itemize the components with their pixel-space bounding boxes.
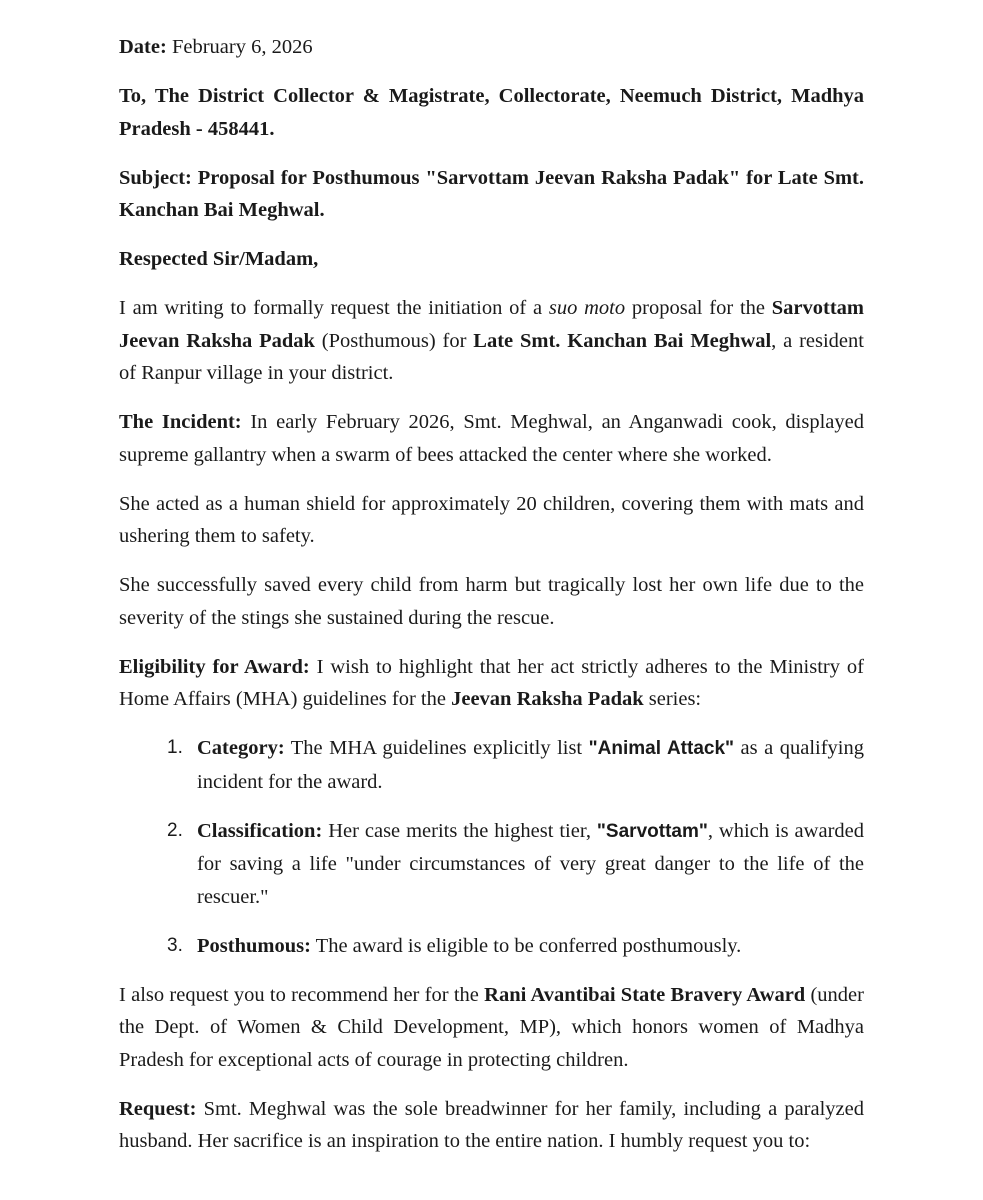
- state-award-text-1: I also request you to recommend her for the: [119, 983, 485, 1006]
- subject-line: [119, 162, 864, 227]
- list-item: [119, 732, 864, 798]
- list-item: [119, 930, 864, 963]
- list-item-label: Posthumous:: [197, 934, 311, 957]
- date-line: [119, 31, 864, 64]
- intro-italic: suo moto: [548, 297, 626, 319]
- list-item-quote: "Sarvottam": [596, 820, 708, 842]
- recipient-address: [119, 80, 864, 145]
- list-item-text: The award is eligible to be conferred posthumously.: [310, 934, 742, 957]
- shield-paragraph: She acted as a human shield for approximately 20 children, covering them with mats and ushering them to safety.: [119, 492, 864, 547]
- list-item-label: Category:: [197, 737, 285, 759]
- incident-text: In early February 2026, Smt. Meghwal, an Anganwadi cook, displayed supreme gallantry when a swarm of bees attacked the center where she worked.: [119, 411, 864, 466]
- intro-text-2: proposal for the: [625, 297, 772, 319]
- saved-paragraph: She successfully saved every child from harm but tragically lost her own life due to the severity of the stings she sustained during the rescue.: [119, 574, 864, 629]
- request-label: Request:: [119, 1097, 197, 1120]
- list-item-quote: "Animal Attack": [588, 738, 735, 759]
- intro-award-name: Sarvottam Jeevan Raksha Padak: [119, 297, 864, 352]
- eligibility-text-2: series:: [643, 688, 702, 710]
- eligibility-paragraph: [119, 651, 864, 716]
- subject-text: Subject: Proposal for Posthumous "Sarvottam Jeevan Raksha Padak" for Late Smt. Kanchan Bai Meghwal.: [119, 166, 864, 221]
- intro-paragraph: [119, 292, 864, 390]
- recipient-text: To, The District Collector & Magistrate, Collectorate, Neemuch District, Madhya Pradesh - 458441.: [119, 85, 864, 140]
- incident-paragraph: [119, 406, 864, 471]
- eligibility-list: [119, 732, 864, 962]
- intro-person-name: Late Smt. Kanchan Bai Meghwal: [473, 329, 772, 352]
- eligibility-text-1: I wish to highlight that her act strictly adheres to the Ministry of Home Affairs (MHA) guidelines for the: [119, 655, 864, 710]
- intro-text-3: (Posthumous) for: [314, 329, 474, 352]
- letter-page: [119, 31, 864, 1174]
- state-award-text-2: (under the Dept. of Women & Child Development, MP), which honors women of Madhya Pradesh for exceptional acts of courage in protecting children.: [119, 983, 864, 1071]
- list-item-number: 1.: [167, 737, 183, 758]
- date-value: February 6, 2026: [166, 36, 313, 58]
- salutation-text: Respected Sir/Madam,: [119, 248, 319, 270]
- list-item-text: as a qualifying incident for the award.: [197, 737, 864, 793]
- incident-label: The Incident:: [119, 411, 242, 433]
- salutation: [119, 243, 864, 276]
- eligibility-series: Jeevan Raksha Padak: [451, 688, 644, 710]
- request-text: Smt. Meghwal was the sole breadwinner for her family, including a paralyzed husband. Her sacrifice is an inspiration to the entire nation. I humbly request you to:: [119, 1097, 864, 1152]
- list-item-number: 2.: [167, 819, 183, 841]
- list-item: [119, 815, 864, 914]
- intro-text-4: , a resident of Ranpur village in your district.: [119, 329, 864, 384]
- list-item-number: 3.: [167, 934, 183, 956]
- intro-text-1: I am writing to formally request the initiation of a: [119, 297, 549, 319]
- request-paragraph: [119, 1093, 864, 1158]
- list-item-label: Classification:: [197, 819, 323, 842]
- state-award-paragraph: [119, 979, 864, 1077]
- list-item-text: , which is awarded for saving a life "under circumstances of very great danger to the life of the rescuer.": [197, 819, 864, 908]
- eligibility-label: Eligibility for Award:: [119, 655, 310, 678]
- date-label: Date:: [119, 36, 167, 58]
- list-item-text: The MHA guidelines explicitly list: [284, 737, 589, 759]
- list-item-text: Her case merits the highest tier,: [322, 819, 597, 842]
- state-award-name: Rani Avantibai State Bravery Award: [484, 983, 806, 1006]
